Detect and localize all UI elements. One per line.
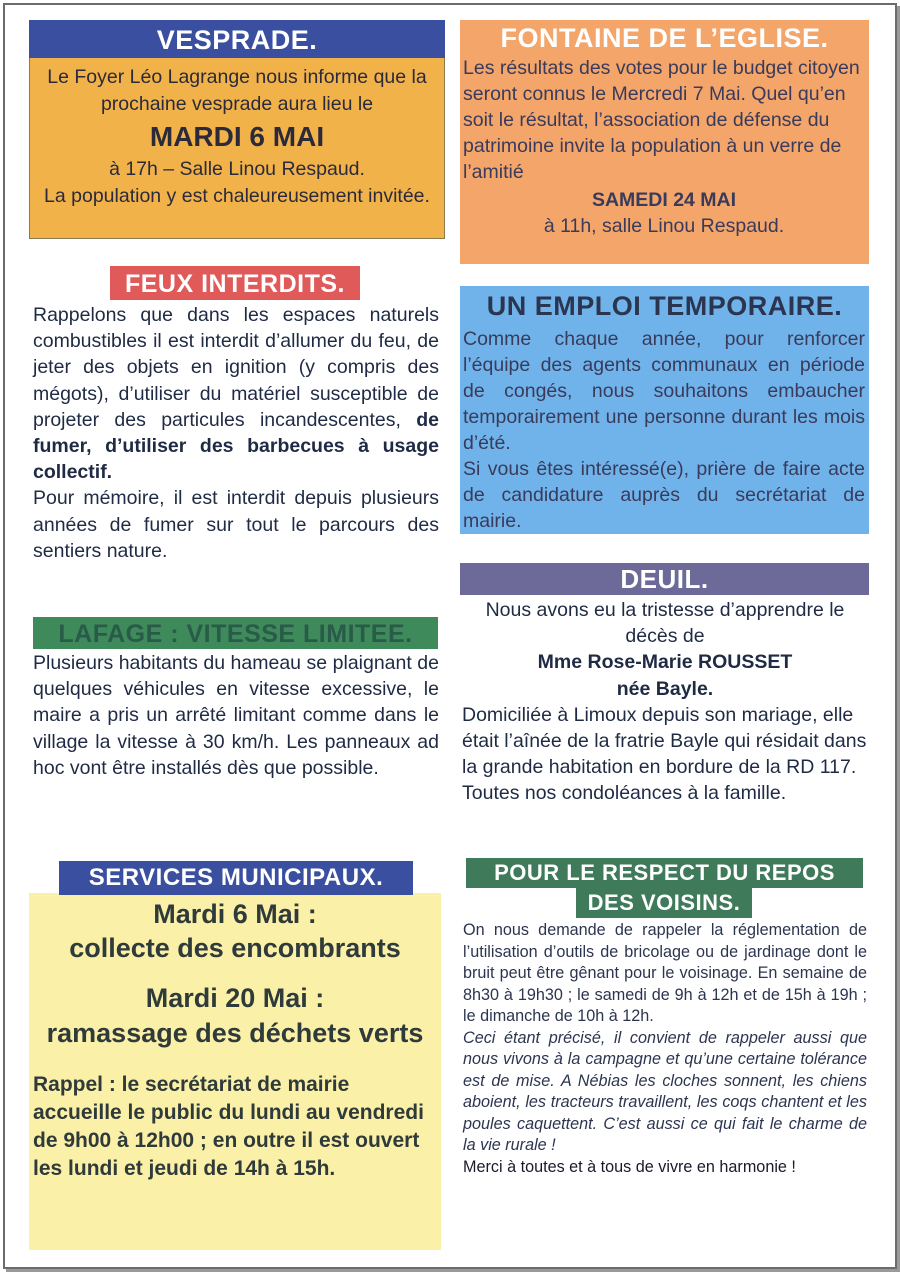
services-date-2: Mardi 20 Mai : [145, 983, 325, 1013]
services-event-2: ramassage des déchets verts [46, 1018, 424, 1048]
vesprade-date: MARDI 6 MAI [149, 121, 325, 152]
emploi-text: Comme chaque année, pour renforcer l’équipe des agents communaux en période de congés, nous souhaitons embaucher temporairement une personne durant les mois d’été. [463, 328, 865, 454]
deuil-body [462, 597, 868, 807]
emploi-apply: Si vous êtes intéressé(e), prière de faire acte de candidature auprès du secrétariat de mairie. [463, 458, 865, 532]
repos-text: On nous demande de rappeler la réglementation de l’utilisation d’outils de bricolage ou de jardinage dont le bruit peut être gênant pour le voisinage. En semaine de 8h30 à 19h30 ; le samedi de 9h à 12h et de 15h à 19h ; le dimanche de 10h à 12h. [463, 921, 867, 1025]
services-body [33, 897, 437, 1183]
vesprade-body [36, 64, 438, 210]
fontaine-date: SAMEDI 24 MAI [591, 189, 737, 211]
vesprade-time: à 17h – Salle Linou Respaud. [109, 158, 365, 180]
deuil-condolences: Toutes nos condoléances à la famille. [462, 782, 787, 805]
services-title: SERVICES MUNICIPAUX. [59, 861, 413, 895]
lafage-text: Plusieurs habitants du hameau se plaignant de quelques véhicules en vitesse excessive, le maire a pris un arrêté limitant comme dans le village la vitesse à 30 km/h. Les panneaux ad hoc vont être installés dès que possible. [33, 652, 439, 779]
vesprade-title: VESPRADE. [29, 20, 445, 58]
fontaine-text: Les résultats des votes pour le budget citoyen seront connus le Mercredi 7 Mai. Quel qu’en soit le résultat, l’association de défense du patrimoine invite la population à un verre de l’amitié [463, 57, 860, 183]
services-rappel: Rappel : le secrétariat de mairie accueille le public du lundi au vendredi de 9h00 à 12h00 ; en outre il est ouvert les lundi et jeudi de 14h à 15h. [33, 1073, 424, 1180]
lafage-body [33, 650, 439, 781]
repos-title-2: DES VOISINS. [576, 888, 752, 918]
deuil-maiden: née Bayle. [616, 677, 714, 700]
repos-italic: Ceci étant précisé, il convient de rappeler aussi que nous vivons à la campagne et qu’une certaine tolérance est de mise. A Nébias les cloches sonnent, les chiens aboient, les tracteurs travaillent, les coqs chantent et les poules caquettent. C’est aussi ce qui fait le charme de la vie rurale ! [463, 1028, 867, 1154]
deuil-intro: Nous avons eu la tristesse d’apprendre le décès de [485, 599, 845, 648]
repos-title-1: POUR LE RESPECT DU REPOS [466, 858, 863, 888]
deuil-name: Mme Rose-Marie ROUSSET [537, 651, 793, 674]
feux-bold: de fumer, d’utiliser des barbecues à usage collectif. [33, 408, 439, 484]
vesprade-intro: Le Foyer Léo Lagrange nous informe que la prochaine vesprade aura lieu le [47, 66, 427, 115]
emploi-body [463, 326, 865, 534]
fontaine-body [463, 55, 865, 239]
feux-title: FEUX INTERDITS. [110, 266, 360, 300]
services-event-1: collecte des encombrants [69, 933, 401, 963]
repos-body [463, 920, 867, 1178]
deuil-text: Domiciliée à Limoux depuis son mariage, elle était l’aînée de la fratrie Bayle qui résidait dans la grande habitation en bordure de la RD 117. [462, 703, 867, 779]
services-date-1: Mardi 6 Mai : [153, 899, 317, 929]
emploi-title: UN EMPLOI TEMPORAIRE. [486, 291, 843, 321]
feux-text [33, 302, 439, 485]
deuil-title: DEUIL. [460, 563, 869, 595]
feux-reminder: Pour mémoire, il est interdit depuis plusieurs années de fumer sur tout le parcours des sentiers nature. [33, 487, 439, 562]
feux-text-1: Rappelons que dans les espaces naturels combustibles il est interdit d’allumer du feu, de jeter des objets en ignition (y compris des mégots), d’utiliser du matériel susceptible de projeter des particules incandescentes, [33, 304, 439, 431]
lafage-title: LAFAGE : VITESSE LIMITEE. [33, 617, 438, 649]
repos-closing: Merci à toutes et à tous de vivre en harmonie ! [463, 1157, 796, 1176]
fontaine-place: à 11h, salle Linou Respaud. [543, 215, 785, 237]
fontaine-title: FONTAINE DE L’EGLISE. [500, 23, 829, 53]
feux-body [33, 302, 439, 564]
vesprade-invite: La population y est chaleureusement invitée. [44, 185, 430, 207]
